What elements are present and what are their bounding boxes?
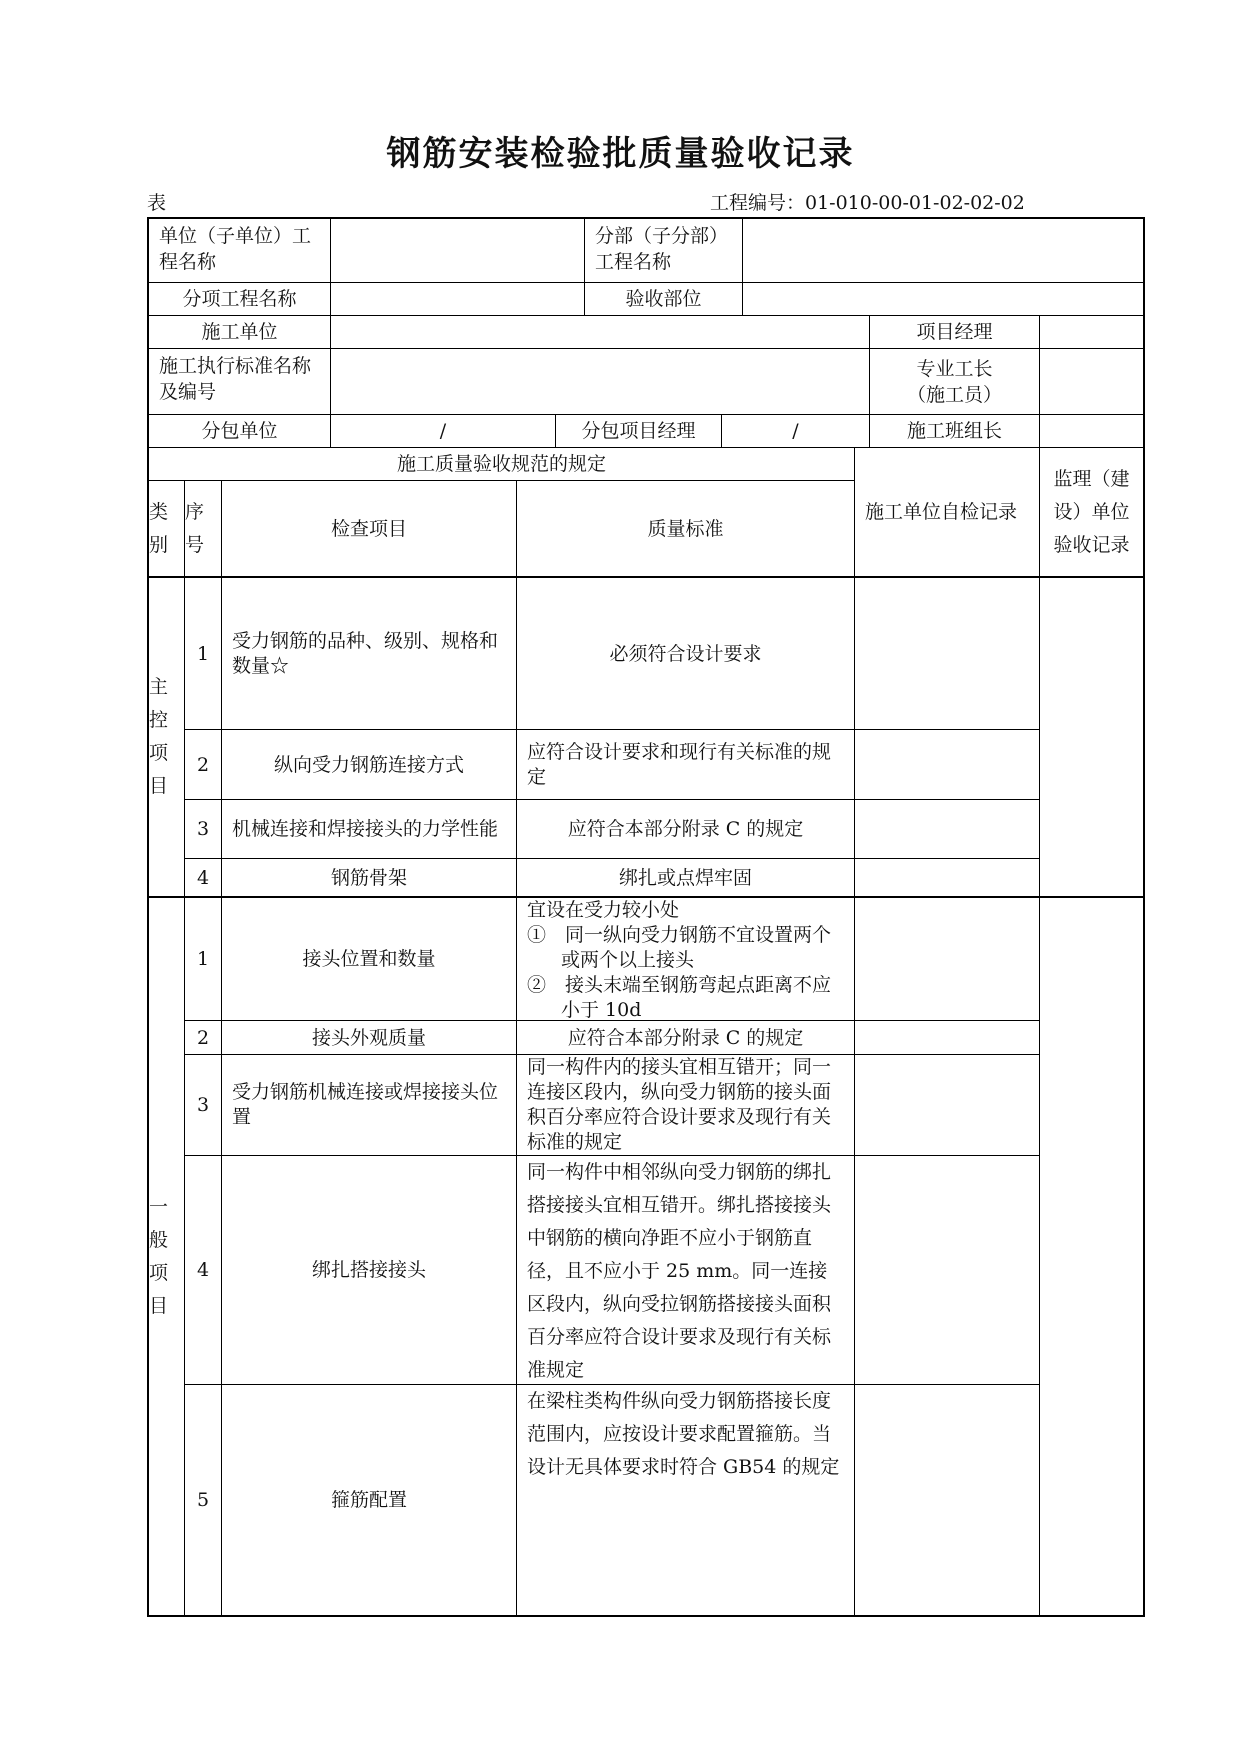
accept-part-label: 验收部位 — [584, 282, 743, 316]
main-row-1-self-check[interactable] — [854, 576, 1040, 730]
general-row-1-standard-list — [527, 923, 844, 1023]
general-row-1-standard — [516, 896, 855, 1021]
contractor-value[interactable] — [330, 315, 870, 349]
main-category: 主控项目 — [147, 576, 185, 897]
general-row-1-self-check[interactable] — [854, 896, 1040, 1021]
spec-header: 施工质量验收规范的规定 — [147, 447, 855, 481]
general-supervision[interactable] — [1039, 896, 1145, 1617]
subitem-value[interactable] — [330, 282, 585, 316]
general-row-5-no: 5 — [184, 1384, 222, 1617]
main-row-3-no: 3 — [184, 799, 222, 859]
general-row-2-no: 2 — [184, 1020, 222, 1055]
standard-value[interactable] — [330, 348, 870, 415]
foreman-value[interactable] — [1039, 348, 1145, 415]
main-row-3-self-check[interactable] — [854, 799, 1040, 859]
team-leader-label: 施工班组长 — [869, 414, 1040, 448]
subcontractor-value[interactable]: / — [330, 414, 556, 448]
project-manager-label: 项目经理 — [869, 315, 1040, 349]
team-leader-value[interactable] — [1039, 414, 1145, 448]
list-item: ① 同一纵向受力钢筋不宜设置两个或两个以上接头 — [527, 924, 832, 971]
general-row-3-no: 3 — [184, 1054, 222, 1156]
main-row-2-standard: 应符合设计要求和现行有关标准的规定 — [516, 729, 855, 800]
main-row-3-item: 机械连接和焊接接头的力学性能 — [221, 799, 517, 859]
general-row-2-standard: 应符合本部分附录 C 的规定 — [516, 1020, 855, 1055]
col-supervision: 监理（建设）单位验收记录 — [1039, 447, 1145, 577]
unit-project-value[interactable] — [330, 217, 585, 283]
general-row-4-item: 绑扎搭接接头 — [221, 1155, 517, 1385]
list-item: ② 接头末端至钢筋弯起点距离不应小于 10d — [527, 974, 832, 1021]
subcontractor-label: 分包单位 — [147, 414, 331, 448]
col-item: 检查项目 — [221, 480, 517, 577]
project-number: 工程编号：01-010-00-01-02-02-02 — [710, 192, 1025, 214]
main-row-2-no: 2 — [184, 729, 222, 800]
general-category: 一般项目 — [147, 896, 185, 1617]
main-row-4-no: 4 — [184, 858, 222, 897]
unit-project-label: 单位（子单位）工程名称 — [147, 217, 331, 283]
subitem-label: 分项工程名称 — [147, 282, 331, 316]
general-row-3-item: 受力钢筋机械连接或焊接接头位置 — [221, 1054, 517, 1156]
general-row-1-no: 1 — [184, 896, 222, 1021]
main-row-1-standard: 必须符合设计要求 — [516, 576, 855, 730]
general-row-2-item: 接头外观质量 — [221, 1020, 517, 1055]
general-row-5-item: 箍筋配置 — [221, 1384, 517, 1617]
form-code-label: 表 — [147, 192, 167, 214]
general-row-5-self-check[interactable] — [854, 1384, 1040, 1617]
main-row-4-self-check[interactable] — [854, 858, 1040, 897]
main-row-1-item: 受力钢筋的品种、级别、规格和数量☆ — [221, 576, 517, 730]
general-row-3-standard: 同一构件内的接头宜相互错开；同一连接区段内，纵向受力钢筋的接头面积百分率应符合设计要求及现行有关标准的规定 — [516, 1054, 855, 1156]
sub-pm-value[interactable]: / — [721, 414, 870, 448]
main-supervision[interactable] — [1039, 576, 1145, 897]
general-row-1-item: 接头位置和数量 — [221, 896, 517, 1021]
main-row-2-self-check[interactable] — [854, 729, 1040, 800]
standard-label: 施工执行标准名称及编号 — [147, 348, 331, 415]
foreman-label: 专业工长（施工员） — [869, 348, 1040, 415]
general-row-4-self-check[interactable] — [854, 1155, 1040, 1385]
col-seq: 序号 — [184, 480, 222, 577]
contractor-label: 施工单位 — [147, 315, 331, 349]
general-row-2-self-check[interactable] — [854, 1020, 1040, 1055]
general-row-1-standard-intro: 宜设在受力较小处 — [527, 899, 680, 921]
sub-pm-label: 分包项目经理 — [555, 414, 722, 448]
page-title: 钢筋安装检验批质量验收记录 — [386, 134, 855, 174]
general-row-5-standard: 在梁柱类构件纵向受力钢筋搭接长度范围内，应按设计要求配置箍筋。当设计无具体要求时符合 GB54 的规定 — [516, 1384, 855, 1617]
main-row-3-standard: 应符合本部分附录 C 的规定 — [516, 799, 855, 859]
main-row-4-standard: 绑扎或点焊牢固 — [516, 858, 855, 897]
col-category: 类别 — [147, 480, 185, 577]
accept-part-value[interactable] — [742, 282, 1145, 316]
main-row-2-item: 纵向受力钢筋连接方式 — [221, 729, 517, 800]
col-self-check: 施工单位自检记录 — [854, 447, 1040, 577]
general-row-4-standard: 同一构件中相邻纵向受力钢筋的绑扎搭接接头宜相互错开。绑扎搭接接头中钢筋的横向净距不应小于钢筋直径，且不应小于 25 mm。同一连接区段内，纵向受拉钢筋搭接接头面积百分率应符合设计要求及现行有关标准规定 — [516, 1155, 855, 1385]
col-standard: 质量标准 — [516, 480, 855, 577]
project-manager-value[interactable] — [1039, 315, 1145, 349]
main-row-4-item: 钢筋骨架 — [221, 858, 517, 897]
general-row-4-no: 4 — [184, 1155, 222, 1385]
main-row-1-no: 1 — [184, 576, 222, 730]
subdivision-value[interactable] — [742, 217, 1145, 283]
general-row-3-self-check[interactable] — [854, 1054, 1040, 1156]
subdivision-label: 分部（子分部）工程名称 — [584, 217, 743, 283]
